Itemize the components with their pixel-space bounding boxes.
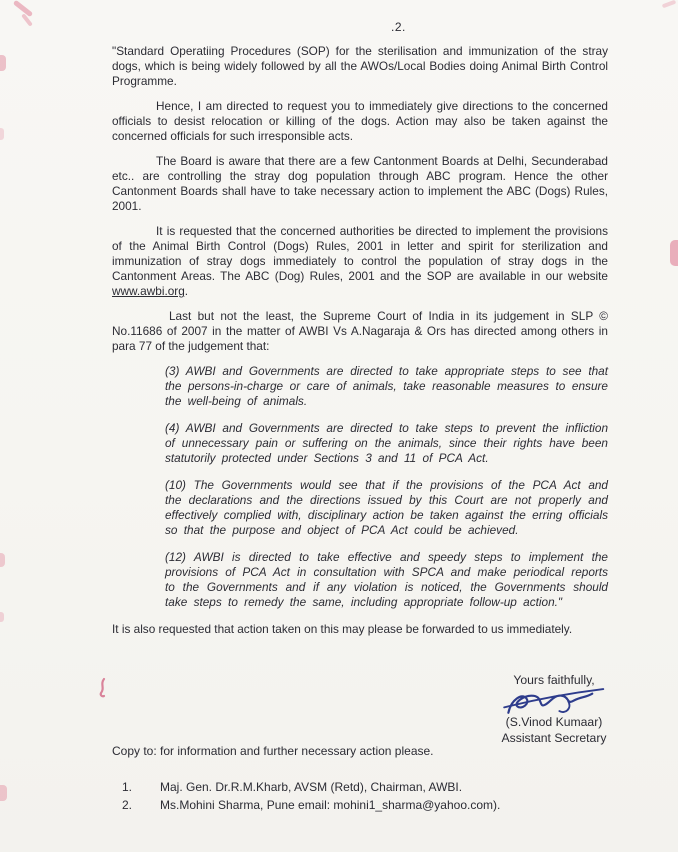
handwritten-signature [501, 681, 607, 722]
pink-pen-mark [96, 677, 110, 699]
list-item-text: Ms.Mohini Sharma, Pune email: mohini1_sharma@yahoo.com). [160, 798, 501, 812]
signatory-name: (S.Vinod Kumaar) [505, 715, 603, 729]
paragraph-request [112, 224, 608, 299]
paragraph-sop: "Standard Operatiing Procedures (SOP) for the sterilisation and immunization of the stray dogs, which is being widely followed by all the AWOs/Local Bodies doing Animal Birth Control Programme. [112, 44, 608, 88]
list-item-number: 2. [122, 798, 133, 812]
letter-body [112, 44, 608, 647]
scan-artifact-right-edge [670, 240, 678, 266]
judgement-quote-para10: (10) The Governments would see that if the provisions of the PCA Act and the declarations and the directions issued by this Court are not properly and effectively complied with, disciplinary action be taken against the erring officials so that the purpose and object of PCA Act could be achieved. [165, 478, 608, 537]
copy-to-list [122, 778, 500, 814]
paragraph-request-text: It is requested that the concerned authorities be directed to implement the provisions of the Animal Birth Control (Dogs) Rules, 2001 in letter and spirit for sterilization and immunization of stray dogs immediately to control the population of stray dogs in the Cantonment Areas. The ABC (Dog) Rules, 2001 and the SOP are available in our website [112, 224, 608, 283]
scan-artifact-left-edge-3 [0, 553, 5, 567]
scan-artifact-left-edge-2 [0, 128, 4, 140]
paragraph-hence: Hence, I am directed to request you to immediately give directions to the concerned officials to desist relocation or killing of the dogs. Action may also be taken against the concerned officials for such irresponsible acts. [112, 99, 608, 143]
paragraph-supreme-court: Last but not the least, the Supreme Court of India in its judgement in SLP © No.11686 of 2007 in the matter of AWBI Vs A.Nagaraja & Ors has directed among others in para 77 of the judgement that: [112, 309, 608, 353]
judgement-quote-para4: (4) AWBI and Governments are directed to take steps to prevent the infliction of unnecessary pain or suffering on the animals, since their rights have been statutorily protected under Sections 3 and 11 of PCA Act. [165, 421, 608, 465]
list-item-text: Maj. Gen. Dr.R.M.Kharb, AVSM (Retd), Chairman, AWBI. [160, 780, 463, 794]
paragraph-request-end: . [184, 284, 189, 298]
list-item-number: 1. [122, 780, 133, 794]
website-link: www.awbi.org [112, 284, 185, 298]
scan-artifact-top-left [13, 0, 33, 17]
scan-artifact-top-right [662, 0, 677, 8]
scan-artifact-top-left-2 [21, 13, 33, 26]
signatory-title: Assistant Secretary [501, 731, 607, 745]
signature-block [474, 672, 634, 746]
page-number: .2. [391, 20, 406, 34]
paragraph-board: The Board is aware that there are a few Cantonment Boards at Delhi, Secunderabad etc.. are controlling the stray dog population through ABC program. Hence the other Cantonment Boards shall have to take necessary action to implement the ABC (Dogs) Rules, 2001. [112, 154, 608, 213]
scan-artifact-left-edge-4 [0, 612, 4, 622]
judgement-quote-para3: (3) AWBI and Governments are directed to take appropriate steps to see that the persons-in-charge or care of animals, take reasonable measures to ensure the well-being of animals. [165, 364, 608, 408]
scan-artifact-left-edge-5 [0, 785, 7, 801]
list-item [122, 778, 500, 796]
judgement-quote-para12: (12) AWBI is directed to take effective and speedy steps to implement the provisions of PCA Act in consultation with SPCA and make periodical reports to the Governments and if any violation is noticed, the Governments should take steps to remedy the same, including appropriate follow-up action." [165, 550, 608, 609]
paragraph-forward-request: It is also requested that action taken on this may please be forwarded to us immediately. [112, 622, 573, 636]
scan-artifact-left-edge-1 [0, 55, 6, 71]
valediction: Yours faithfully, [513, 673, 595, 687]
list-item [122, 796, 500, 814]
copy-to-line: Copy to: for information and further necessary action please. [112, 744, 434, 758]
